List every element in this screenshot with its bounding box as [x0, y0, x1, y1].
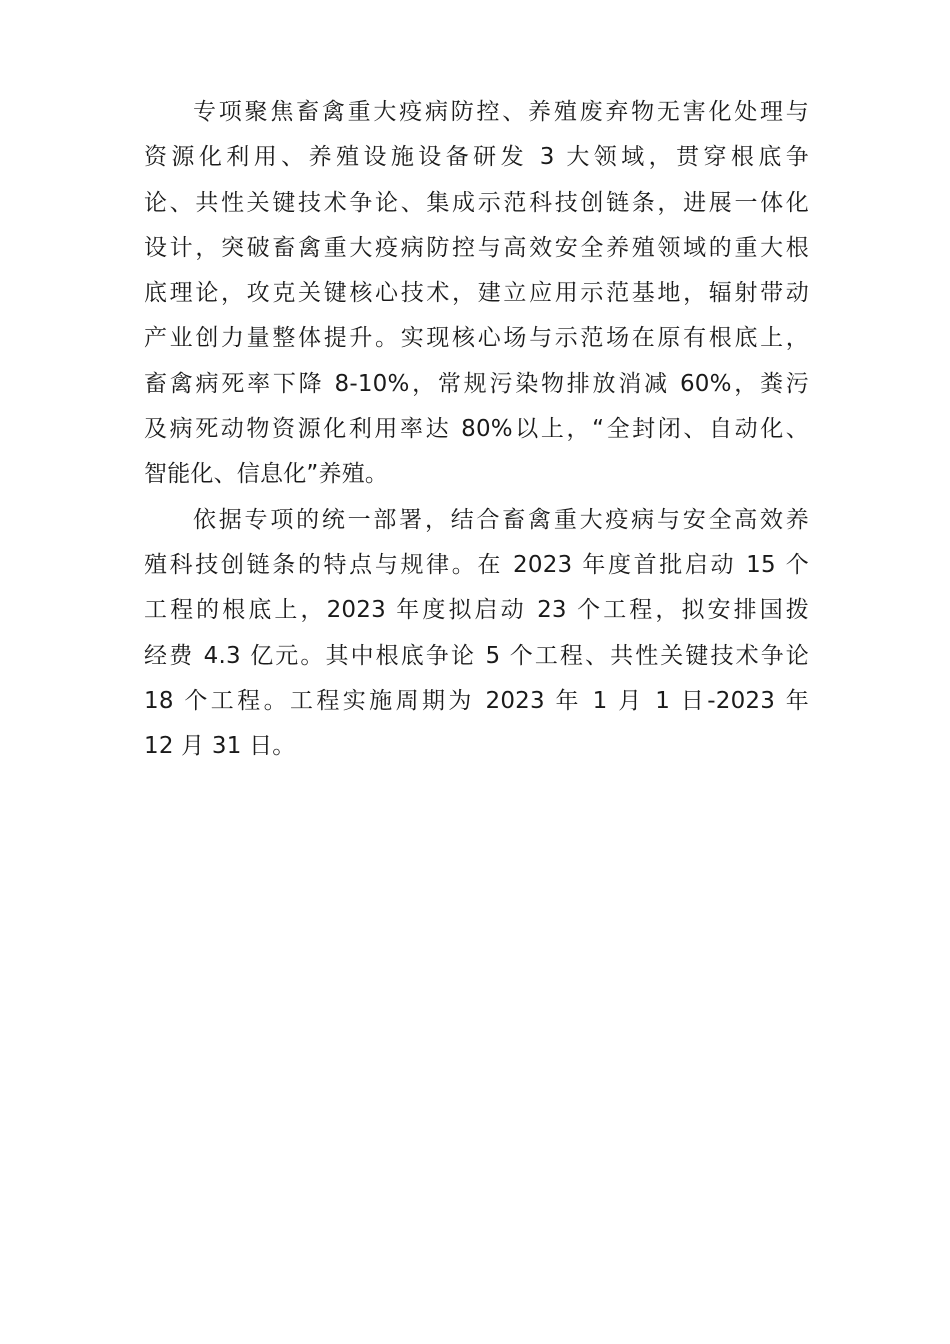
text-line: 设计，突破畜禽重大疫病防控与高效安全养殖领域的重大根: [144, 234, 809, 261]
text-line: 及病死动物资源化利用率达 80%以上，“全封闭、自动化、: [144, 416, 809, 443]
text-line: 畜禽病死率下降 8-10%，常规污染物排放消减 60%，粪污: [144, 370, 809, 397]
text-line: 底理论，攻克关键核心技术，建立应用示范基地，辐射带动: [144, 280, 809, 307]
document-body: [144, 90, 809, 769]
text-line: 经费 4.3 亿元。其中根底争论 5 个工程、共性关键技术争论: [144, 642, 809, 669]
paragraph-1: [144, 90, 809, 498]
text-line: 专项聚焦畜禽重大疫病防控、养殖废弃物无害化处理与: [193, 99, 809, 125]
text-line: 论、共性关键技术争论、集成示范科技创链条，进展一体化: [144, 189, 809, 216]
text-line: 资源化利用、养殖设施设备研发 3 大领域，贯穿根底争: [144, 144, 809, 171]
text-line: 产业创力量整体提升。实现核心场与示范场在原有根底上，: [144, 325, 809, 352]
text-line: 智能化、信息化”养殖。: [144, 461, 389, 488]
paragraph-2: [144, 498, 809, 770]
text-line: 18 个工程。工程实施周期为 2023 年 1 月 1 日-2023 年: [144, 687, 809, 714]
text-line: 依据专项的统一部署，结合畜禽重大疫病与安全高效养: [193, 506, 809, 533]
text-line: 殖科技创链条的特点与规律。在 2023 年度首批启动 15 个: [144, 551, 809, 578]
text-line: 12 月 31 日。: [144, 733, 296, 760]
text-line: 工程的根底上，2023 年度拟启动 23 个工程，拟安排国拨: [144, 597, 809, 624]
